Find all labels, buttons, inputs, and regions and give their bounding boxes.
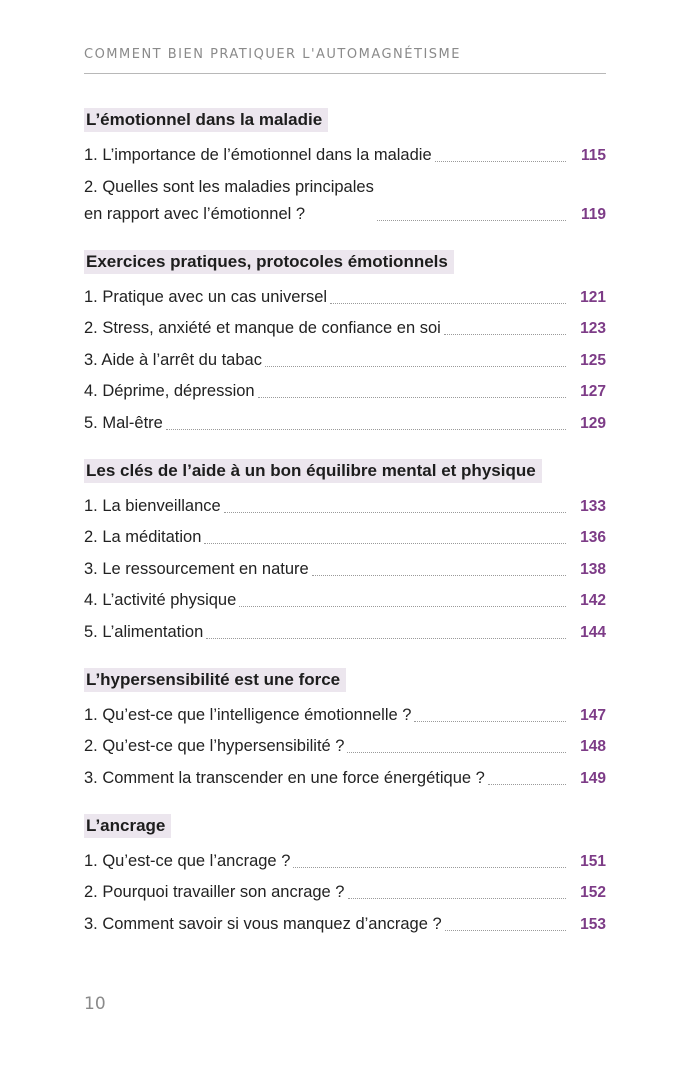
entry-title-line: 1. Pratique avec un cas universel [84,287,328,306]
dot-leader [206,638,566,639]
dot-leader [312,575,566,576]
toc-entry[interactable] [84,347,606,374]
entry-page-number: 152 [580,884,606,901]
entry-title-line: 2. Quelles sont les maladies principales [84,177,374,196]
toc-entry[interactable] [84,556,606,583]
entry-page-number: 123 [580,320,606,337]
entry-title [84,493,221,520]
toc-entry[interactable] [84,733,606,760]
entry-title [84,410,163,437]
section-title: Exercices pratiques, protocoles émotionnels [84,250,454,274]
toc-entry[interactable] [84,524,606,551]
dot-leader [258,397,566,398]
dot-leader [166,429,566,430]
section-title: Les clés de l’aide à un bon équilibre mental et physique [84,459,542,483]
dot-leader [348,898,567,899]
entry-page-number: 115 [580,147,606,164]
dot-leader [488,784,566,785]
entry-title-line: 1. L’importance de l’émotionnel dans la maladie [84,146,432,164]
entry-title [84,378,255,405]
toc-section [84,250,606,437]
toc-section [84,459,606,646]
entry-title [84,284,327,311]
toc-section [84,814,606,938]
entry-title-line: 2. Stress, anxiété et manque de confiance en soi [84,319,441,337]
entry-title [84,702,411,729]
entry-title [84,142,432,169]
entry-title-line: 5. Mal-être [84,413,163,432]
entry-title-line: 2. Qu’est-ce que l’hypersensibilité ? [84,737,345,755]
entry-title [84,556,309,583]
entry-page-number: 147 [580,706,606,724]
section-title: L’émotionnel dans la maladie [84,108,328,132]
page-number: 10 [84,994,106,1014]
entry-page-number: 148 [580,738,606,755]
toc-entry[interactable] [84,911,606,938]
section-title: L’ancrage [84,814,171,838]
entry-title [84,911,442,938]
entry-page-number: 142 [580,592,606,609]
toc-section [84,668,606,792]
entry-title [84,347,262,374]
entry-page-number: 129 [580,414,606,432]
dot-leader [445,930,566,931]
entry-title-line: 2. Pourquoi travailler son ancrage ? [84,883,345,901]
toc-entry[interactable] [84,315,606,342]
toc-entry[interactable] [84,848,606,875]
entry-title-line: 3. Le ressourcement en nature [84,559,309,578]
dot-leader [330,303,566,304]
entry-title [84,848,290,875]
running-head: COMMENT BIEN PRATIQUER L'AUTOMAGNÉTISME [84,47,461,62]
entry-page-number: 151 [580,852,606,870]
toc-section [84,108,606,228]
entry-title-line: 1. Qu’est-ce que l’ancrage ? [84,851,291,870]
entry-title-line: 3. Comment la transcender en une force énergétique ? [84,768,485,787]
entry-page-number: 121 [580,288,606,306]
dot-leader [293,867,566,868]
dot-leader [265,366,566,367]
toc-entry[interactable] [84,879,606,906]
entry-title-line: 2. La méditation [84,528,202,546]
entry-title-line: en rapport avec l’émotionnel ? [84,204,306,223]
header-rule [84,73,606,74]
toc-entry[interactable] [84,142,606,169]
dot-leader [224,512,566,513]
entry-page-number: 127 [580,383,606,400]
entry-page-number: 119 [580,205,606,223]
entry-page-number: 138 [580,560,606,578]
dot-leader [435,161,566,162]
dot-leader [444,334,566,335]
table-of-contents [84,108,606,960]
entry-title-line: 4. L’activité physique [84,591,237,609]
entry-title [84,765,485,792]
entry-title [84,733,344,760]
toc-entry[interactable] [84,493,606,520]
entry-title [84,879,345,906]
dot-leader [347,752,566,753]
entry-page-number: 149 [580,769,606,787]
dot-leader [239,606,566,607]
dot-leader [377,220,566,221]
section-title: L’hypersensibilité est une force [84,668,346,692]
entry-title-line: 4. Déprime, dépression [84,382,255,400]
toc-entry[interactable] [84,587,606,614]
toc-entry[interactable] [84,410,606,437]
entry-page-number: 133 [580,497,606,515]
toc-entry[interactable] [84,378,606,405]
entry-title [84,524,201,551]
entry-title [84,315,441,342]
entry-title-line: 1. Qu’est-ce que l’intelligence émotionnelle ? [84,705,412,724]
entry-title [84,587,236,614]
toc-entry[interactable] [84,284,606,311]
toc-entry[interactable] [84,619,606,646]
entry-title-line: 1. La bienveillance [84,496,221,515]
dot-leader [204,543,566,544]
entry-title-line: 3. Aide à l’arrêt du tabac [84,350,262,369]
entry-page-number: 153 [580,915,606,933]
entry-title [84,174,374,228]
entry-page-number: 125 [580,351,606,369]
toc-entry[interactable] [84,702,606,729]
entry-page-number: 136 [580,529,606,546]
entry-page-number: 144 [580,623,606,641]
dot-leader [414,721,566,722]
entry-title-line: 3. Comment savoir si vous manquez d’ancrage ? [84,914,442,933]
entry-title [84,619,203,646]
toc-entry[interactable] [84,174,606,228]
entry-title-line: 5. L’alimentation [84,622,204,641]
toc-entry[interactable] [84,765,606,792]
